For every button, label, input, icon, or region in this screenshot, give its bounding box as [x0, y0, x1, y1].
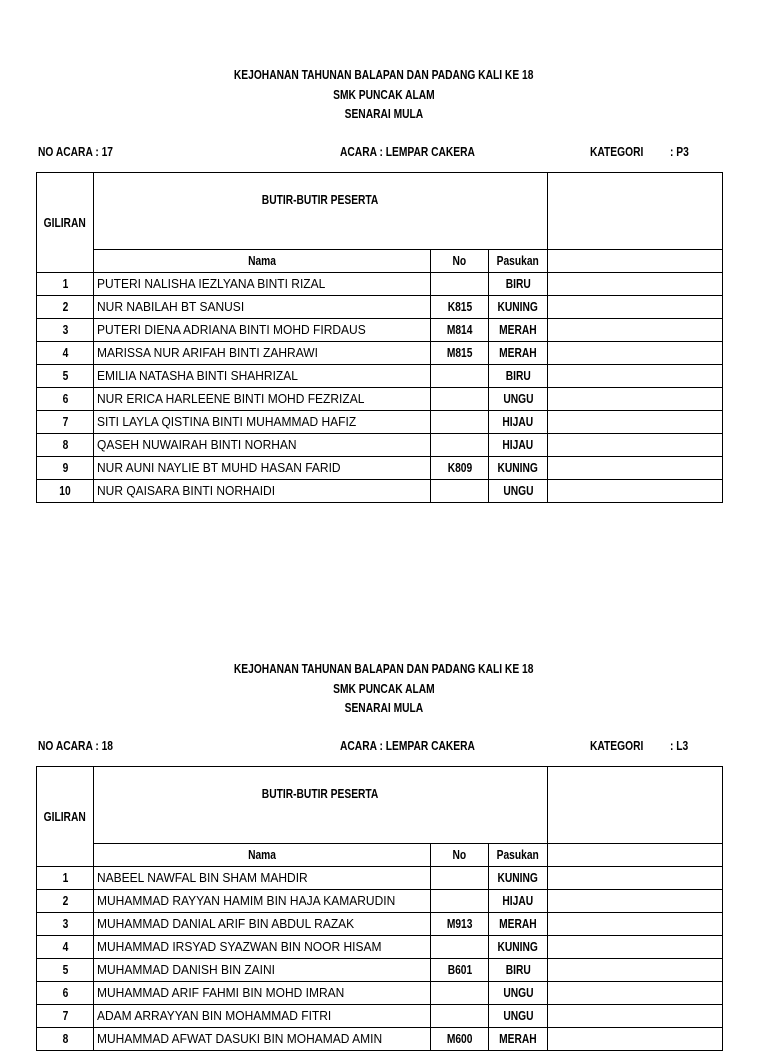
giliran-cell: 9 — [37, 457, 94, 480]
participant-number: M814 — [431, 319, 489, 342]
col-nama: Nama — [94, 844, 431, 867]
blank-cell — [548, 480, 723, 503]
table-row — [37, 342, 723, 365]
blank-cell — [548, 844, 723, 867]
team-name: KUNING — [489, 936, 548, 959]
team-name: KUNING — [489, 457, 548, 480]
participant-name: NUR QAISARA BINTI NORHAIDI — [94, 480, 431, 503]
participant-number — [431, 890, 489, 913]
giliran-cell: 5 — [37, 959, 94, 982]
event-title: KEJOHANAN TAHUNAN BALAPAN DAN PADANG KALI KE 18 — [234, 68, 534, 82]
giliran-cell: 6 — [37, 982, 94, 1005]
participant-name: MUHAMMAD IRSYAD SYAZWAN BIN NOOR HISAM — [94, 936, 431, 959]
col-pasukan: Pasukan — [489, 250, 548, 273]
participant-number: K809 — [431, 457, 489, 480]
participant-name: PUTERI DIENA ADRIANA BINTI MOHD FIRDAUS — [94, 319, 431, 342]
event-number: NO ACARA : 17 — [38, 145, 113, 159]
start-list-table — [36, 766, 723, 1051]
participant-number — [431, 1005, 489, 1028]
participant-number — [431, 982, 489, 1005]
participant-number — [431, 480, 489, 503]
table-row — [37, 319, 723, 342]
blank-cell — [548, 342, 723, 365]
participant-number — [431, 273, 489, 296]
team-name: KUNING — [489, 296, 548, 319]
table-row — [37, 480, 723, 503]
participant-name: ADAM ARRAYYAN BIN MOHAMMAD FITRI — [94, 1005, 431, 1028]
table-row — [37, 867, 723, 890]
table-row — [37, 913, 723, 936]
blank-cell — [548, 959, 723, 982]
giliran-cell: 3 — [37, 319, 94, 342]
blank-cell — [548, 434, 723, 457]
blank-header — [548, 767, 723, 844]
giliran-cell: 2 — [37, 890, 94, 913]
giliran-cell: 7 — [37, 1005, 94, 1028]
participant-name: MARISSA NUR ARIFAH BINTI ZAHRAWI — [94, 342, 431, 365]
blank-header — [548, 173, 723, 250]
team-name: MERAH — [489, 913, 548, 936]
team-name: UNGU — [489, 388, 548, 411]
participant-name: NABEEL NAWFAL BIN SHAM MAHDIR — [94, 867, 431, 890]
giliran-cell: 2 — [37, 296, 94, 319]
blank-cell — [548, 273, 723, 296]
team-name: UNGU — [489, 480, 548, 503]
team-name: UNGU — [489, 982, 548, 1005]
event-name: ACARA : LEMPAR CAKERA — [340, 739, 475, 753]
giliran-header: GILIRAN — [37, 767, 94, 867]
event-name: ACARA : LEMPAR CAKERA — [340, 145, 475, 159]
giliran-cell: 3 — [37, 913, 94, 936]
giliran-cell: 1 — [37, 867, 94, 890]
team-name: HIJAU — [489, 434, 548, 457]
giliran-cell: 8 — [37, 434, 94, 457]
team-name: MERAH — [489, 1028, 548, 1051]
table-row — [37, 1005, 723, 1028]
table-row — [37, 296, 723, 319]
table-row — [37, 890, 723, 913]
table-row — [37, 388, 723, 411]
event-number: NO ACARA : 18 — [38, 739, 113, 753]
giliran-cell: 8 — [37, 1028, 94, 1051]
blank-cell — [548, 867, 723, 890]
blank-cell — [548, 296, 723, 319]
participant-name: NUR NABILAH BT SANUSI — [94, 296, 431, 319]
col-pasukan: Pasukan — [489, 844, 548, 867]
team-name: BIRU — [489, 273, 548, 296]
team-name: MERAH — [489, 319, 548, 342]
participant-name: SITI LAYLA QISTINA BINTI MUHAMMAD HAFIZ — [94, 411, 431, 434]
col-no: No — [431, 250, 489, 273]
participant-number — [431, 434, 489, 457]
table-row — [37, 959, 723, 982]
team-name: HIJAU — [489, 890, 548, 913]
table-row — [37, 365, 723, 388]
list-title: SENARAI MULA — [344, 701, 424, 715]
blank-cell — [548, 913, 723, 936]
blank-cell — [548, 457, 723, 480]
participant-number: K815 — [431, 296, 489, 319]
participant-name: PUTERI NALISHA IEZLYANA BINTI RIZAL — [94, 273, 431, 296]
col-nama: Nama — [94, 250, 431, 273]
col-no: No — [431, 844, 489, 867]
event-title: KEJOHANAN TAHUNAN BALAPAN DAN PADANG KALI KE 18 — [234, 662, 534, 676]
table-row — [37, 982, 723, 1005]
team-name: KUNING — [489, 867, 548, 890]
category-label: KATEGORI — [590, 145, 644, 159]
blank-cell — [548, 411, 723, 434]
giliran-cell: 4 — [37, 936, 94, 959]
table-row — [37, 1028, 723, 1051]
blank-cell — [548, 982, 723, 1005]
team-name: HIJAU — [489, 411, 548, 434]
participant-number — [431, 411, 489, 434]
blank-cell — [548, 1028, 723, 1051]
giliran-cell: 6 — [37, 388, 94, 411]
butir-header: BUTIR-BUTIR PESERTA — [94, 173, 548, 250]
giliran-cell: 7 — [37, 411, 94, 434]
participant-number — [431, 867, 489, 890]
table-row — [37, 273, 723, 296]
blank-cell — [548, 1005, 723, 1028]
giliran-cell: 4 — [37, 342, 94, 365]
giliran-cell: 10 — [37, 480, 94, 503]
school-name: SMK PUNCAK ALAM — [333, 682, 435, 696]
blank-cell — [548, 388, 723, 411]
participant-name: MUHAMMAD DANIAL ARIF BIN ABDUL RAZAK — [94, 913, 431, 936]
blank-cell — [548, 936, 723, 959]
table-row — [37, 434, 723, 457]
team-name: MERAH — [489, 342, 548, 365]
participant-name: NUR AUNI NAYLIE BT MUHD HASAN FARID — [94, 457, 431, 480]
participant-name: MUHAMMAD RAYYAN HAMIM BIN HAJA KAMARUDIN — [94, 890, 431, 913]
giliran-cell: 1 — [37, 273, 94, 296]
participant-number — [431, 936, 489, 959]
blank-cell — [548, 250, 723, 273]
list-title: SENARAI MULA — [344, 107, 424, 121]
table-row — [37, 457, 723, 480]
blank-cell — [548, 319, 723, 342]
participant-number: M600 — [431, 1028, 489, 1051]
participant-name: MUHAMMAD DANISH BIN ZAINI — [94, 959, 431, 982]
team-name: BIRU — [489, 959, 548, 982]
participant-number: M913 — [431, 913, 489, 936]
giliran-header: GILIRAN — [37, 173, 94, 273]
blank-cell — [548, 365, 723, 388]
participant-number: M815 — [431, 342, 489, 365]
participant-name: MUHAMMAD AFWAT DASUKI BIN MOHAMAD AMIN — [94, 1028, 431, 1051]
participant-name: QASEH NUWAIRAH BINTI NORHAN — [94, 434, 431, 457]
participant-number: B601 — [431, 959, 489, 982]
participant-number — [431, 388, 489, 411]
category-value: : P3 — [670, 145, 689, 159]
blank-cell — [548, 890, 723, 913]
participant-name: EMILIA NATASHA BINTI SHAHRIZAL — [94, 365, 431, 388]
table-row — [37, 936, 723, 959]
giliran-cell: 5 — [37, 365, 94, 388]
table-row — [37, 411, 723, 434]
team-name: BIRU — [489, 365, 548, 388]
category-label: KATEGORI — [590, 739, 644, 753]
school-name: SMK PUNCAK ALAM — [333, 88, 435, 102]
participant-name: NUR ERICA HARLEENE BINTI MOHD FEZRIZAL — [94, 388, 431, 411]
participant-number — [431, 365, 489, 388]
team-name: UNGU — [489, 1005, 548, 1028]
participant-name: MUHAMMAD ARIF FAHMI BIN MOHD IMRAN — [94, 982, 431, 1005]
category-value: : L3 — [670, 739, 689, 753]
start-list-table — [36, 172, 723, 503]
butir-header: BUTIR-BUTIR PESERTA — [94, 767, 548, 844]
